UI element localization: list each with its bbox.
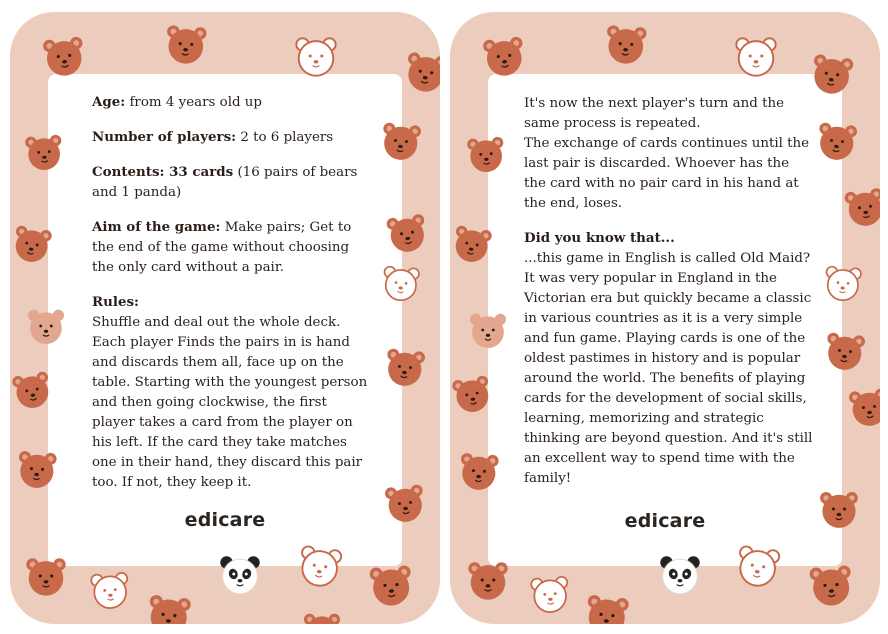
bear-icon <box>450 222 494 270</box>
aim-value: Make pairs; Get to the end of the game without choosing the only card without a pair. <box>92 220 352 275</box>
players-label: Number of players: <box>92 129 237 145</box>
age-label: Age: <box>92 94 126 110</box>
players-value: 2 to 6 players <box>236 130 334 145</box>
bear-icon <box>842 184 880 234</box>
aim-label: Aim of the game: <box>92 219 221 235</box>
bear-icon <box>144 590 194 624</box>
bear-icon <box>366 560 416 614</box>
bear-icon <box>384 210 430 260</box>
rules-card-left <box>10 12 440 624</box>
bear-icon <box>464 556 512 608</box>
bear-icon <box>450 372 494 420</box>
bear-icon <box>296 542 344 594</box>
contents-value: (16 pairs of bears and 1 panda) <box>92 165 358 200</box>
bear-icon <box>24 304 68 352</box>
card-text <box>524 94 814 503</box>
bear-icon <box>528 572 572 620</box>
rules-label: Rules: <box>92 294 139 310</box>
bear-icon <box>582 590 632 624</box>
bear-icon <box>378 118 424 168</box>
bear-icon <box>466 308 510 356</box>
edicare-logo <box>10 509 440 531</box>
bear-icon <box>14 446 60 496</box>
bear-icon <box>22 552 70 604</box>
logo-text: edicare <box>624 510 706 532</box>
card-text <box>92 92 372 507</box>
edicare-logo <box>450 510 880 532</box>
bear-icon <box>734 542 782 594</box>
panda-icon <box>216 550 264 602</box>
bear-icon <box>22 130 66 178</box>
bear-icon <box>380 262 422 308</box>
rules-card-right <box>450 12 880 624</box>
bear-icon <box>456 448 502 498</box>
bear-icon <box>822 328 868 378</box>
bear-icon <box>814 118 860 168</box>
age-value: from 4 years old up <box>125 95 262 110</box>
bear-icon <box>10 222 54 270</box>
bear-icon <box>402 48 440 100</box>
bear-icon <box>300 608 344 624</box>
bear-icon <box>822 262 864 308</box>
bear-icon <box>88 568 132 616</box>
contents-label: Contents: 33 cards <box>92 164 234 180</box>
bear-icon <box>480 32 528 84</box>
bear-icon <box>732 32 780 84</box>
bear-icon <box>292 32 340 84</box>
bear-icon <box>602 20 650 72</box>
bear-icon <box>808 50 856 102</box>
bear-icon <box>162 20 210 72</box>
panda-icon <box>656 550 704 602</box>
did-you-know-text: ...this game in English is called Old Maid? It was very popular in England in the Victorian era but quickly became a classic in various countries as it is a very simple and fun game. Playing cards is one of the oldest pastimes in history and is popular around the world. The benefits of playing cards for the development of social skills, learning, memorizing and strategic thinking are beyond question. And it's still an excellent way to spend time with the family! <box>524 251 813 486</box>
bear-icon <box>40 32 88 84</box>
bear-icon <box>10 368 54 416</box>
rules-text: Shuffle and deal out the whole deck. Each player Finds the pairs in is hand and discards them all, face up on the table. Starting with the youngest person and then going clockwise, the first player takes a card from the player on his left. If the card they take matches one in their hand, they discard this pair too. If not, they keep it. <box>92 315 368 490</box>
logo-text: edicare <box>184 509 266 531</box>
turn-text: It's now the next player's turn and the same process is repeated. <box>524 96 784 131</box>
bear-icon <box>846 384 880 434</box>
did-you-know-label: Did you know that... <box>524 230 675 246</box>
bear-icon <box>382 344 428 394</box>
exchange-text: The exchange of cards continues until the last pair is discarded. Whoever has the the card with no pair card in his hand at the end, loses. <box>524 136 810 211</box>
bear-icon <box>806 560 856 614</box>
bear-icon <box>464 132 508 180</box>
